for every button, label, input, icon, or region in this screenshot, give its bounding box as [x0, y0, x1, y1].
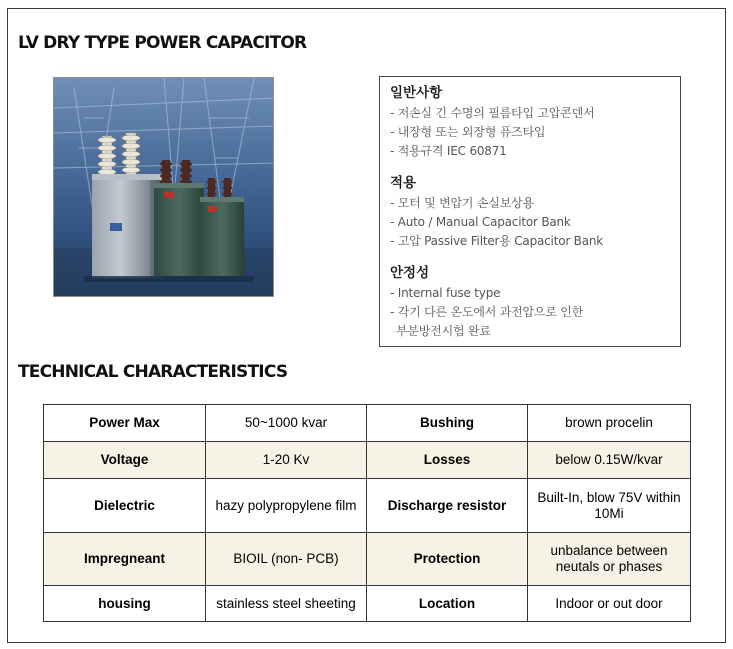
general-heading: 일반사항: [390, 85, 443, 101]
spec-value: 50~1000 kvar: [206, 405, 367, 442]
info-box: [379, 76, 681, 347]
safety-item: - Internal fuse type: [390, 286, 501, 300]
spec-key: Power Max: [44, 405, 206, 442]
spec-value: BIOIL (non- PCB): [206, 533, 367, 586]
spec-value: Indoor or out door: [528, 586, 691, 622]
spec-value: stainless steel sheeting: [206, 586, 367, 622]
spec-key: Discharge resistor: [367, 479, 528, 533]
spec-key: Impregneant: [44, 533, 206, 586]
product-photo: [53, 77, 274, 297]
application-heading: 적용: [390, 175, 417, 191]
spec-value: hazy polypropylene film: [206, 479, 367, 533]
table-row: [44, 442, 691, 479]
spec-key: housing: [44, 586, 206, 622]
spec-key: Losses: [367, 442, 528, 479]
table-row: [44, 586, 691, 622]
table-row: [44, 533, 691, 586]
table-row: [44, 479, 691, 533]
spec-key: Dielectric: [44, 479, 206, 533]
general-item: - 내장형 또는 외장형 퓨즈타입: [390, 125, 546, 139]
spec-value: Built-In, blow 75V within 10Mi: [528, 479, 691, 533]
spec-key: Bushing: [367, 405, 528, 442]
spec-value: unbalance between neutals or phases: [528, 533, 691, 586]
safety-item: - 각기 다른 온도에서 과전압으로 인한: [390, 305, 584, 319]
application-item: - Auto / Manual Capacitor Bank: [390, 215, 571, 229]
table-row: [44, 405, 691, 442]
spec-value: brown procelin: [528, 405, 691, 442]
application-item: - 고압 Passive Filter용 Capacitor Bank: [390, 234, 604, 248]
spec-value: below 0.15W/kvar: [528, 442, 691, 479]
spec-value: 1-20 Kv: [206, 442, 367, 479]
spec-key: Protection: [367, 533, 528, 586]
spec-key: Voltage: [44, 442, 206, 479]
general-item: - 적용규격 IEC 60871: [390, 144, 507, 158]
tech-title: TECHNICAL CHARACTERISTICS: [18, 362, 288, 382]
safety-item: 부분방전시험 완료: [396, 324, 491, 338]
general-item: - 저손실 긴 수명의 필름타입 고압콘덴서: [390, 106, 595, 120]
safety-heading: 안정성: [390, 265, 430, 281]
page-title: LV DRY TYPE POWER CAPACITOR: [18, 33, 307, 53]
spec-key: Location: [367, 586, 528, 622]
application-item: - 모터 및 변압기 손실보상용: [390, 196, 534, 210]
spec-table: [43, 404, 691, 622]
